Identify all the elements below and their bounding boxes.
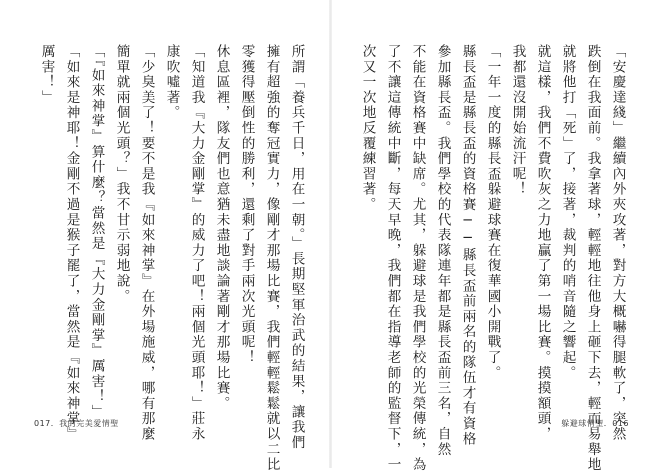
text-column: 休息區裡，隊友們也意猶未盡地談論著剛才那場比賽。 <box>213 44 230 412</box>
text-column: 「安慶達綫」繼續內外夾攻著，對方大概嚇得腿軟了，突然 <box>609 44 626 442</box>
text-column: 擁有超強的奪冠實力，像剛才那場比賽，我們輕輕鬆鬆就以二比 <box>263 44 280 472</box>
text-column: 所謂「養兵千日，用在一朝。」長期堅軍治武的結果，讓我們 <box>288 44 305 451</box>
text-column: 康吹噓著。 <box>163 44 180 121</box>
text-column: 次又一次地反覆練習著。 <box>359 44 376 213</box>
text-column: 跌倒在我面前。我拿著球，輕輕地往他身上砸下去，輕而易舉地 <box>584 44 601 472</box>
text-column: 了不讓這傳統中斷，每天早晚，我們都在指導老師的監督下，一 <box>384 44 401 472</box>
text-column: 「一年一度的縣長盃躲避球賽在復華國小開戰了。 <box>484 44 501 381</box>
text-column: 簡單就兩個光頭？」我不甘示弱地說。 <box>113 44 130 305</box>
text-column: 「少臭美了！要不是我『如來神掌』在外場施威，哪有那麼 <box>138 44 155 442</box>
text-column: 就將他打「死」了，接著，裁判的哨音隨之響起。 <box>559 44 576 381</box>
left-page <box>0 0 331 472</box>
text-column: 不能在資格賽中缺席。尤其，躲避球是我們學校的光榮傳統，為 <box>409 44 426 472</box>
text-column: 我都還沒開始流汗呢！ <box>509 44 526 197</box>
text-column: 「知道我『大力金剛掌』的威力了吧！兩個光頭耶！」莊永 <box>188 44 205 442</box>
page-number-left: 017．我的完美愛情聖 <box>34 419 119 428</box>
text-column: 就這樣，我們不費吹灰之力地贏了第一場比賽。摸摸額頭， <box>534 44 551 442</box>
text-column: 「『如來神掌』算什麼？當然是『大力金剛掌』厲害！」 <box>88 44 105 420</box>
page-number-right: 躲避球情聖．016 <box>561 419 629 428</box>
text-column: 參加縣長盃。我們學校的代表隊連年都是縣長盃前三名，自然 <box>434 44 451 458</box>
text-column: 厲害！」 <box>38 44 55 106</box>
right-page <box>331 0 663 472</box>
text-column: 縣長盃是縣長盃的資格賽──縣長盃前兩名的隊伍才有資格 <box>459 44 476 447</box>
text-column: 零獲得壓倒性的勝利，還剩了對手兩次光頭呢！ <box>238 44 255 366</box>
text-column: 「如來是神耶！金剛不過是猴子罷了，當然是『如來神掌』 <box>63 44 80 442</box>
